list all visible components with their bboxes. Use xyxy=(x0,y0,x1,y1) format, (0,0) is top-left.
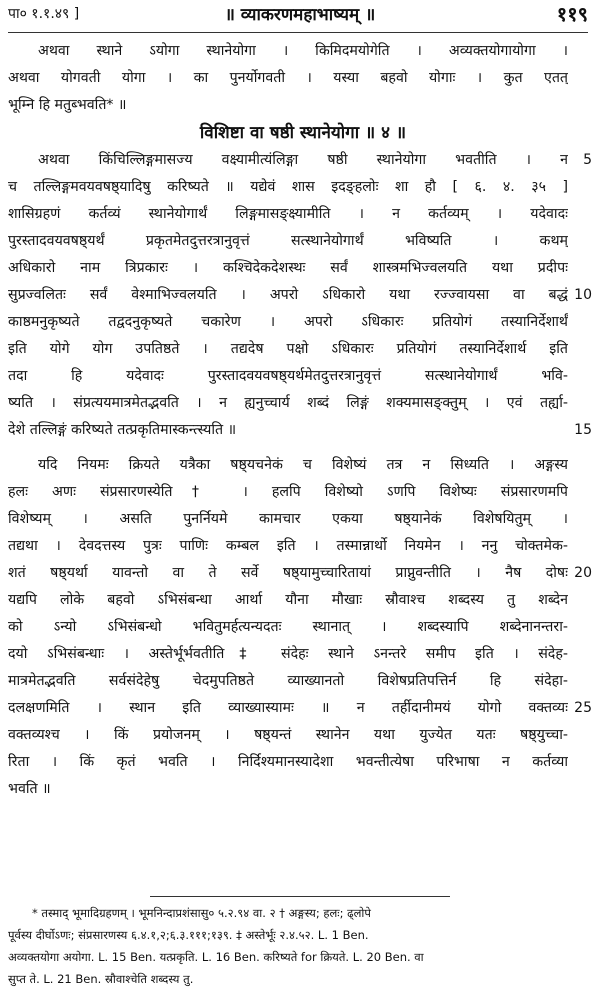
text-line: यदि नियमः क्रियते यत्रैका षष्ठ्यचनेकं च विशेष्यं तत्र न सिध्यति । अङ्गस्य xyxy=(38,457,568,473)
text-line: भूम्नि हि मतुब्भवति* ॥ xyxy=(8,97,127,113)
text-line: रिता । किं कृतं भवति । निर्दिश्यमानस्यादेशा भवन्तीत्येषा परिभाषा न कर्तव्या xyxy=(8,754,568,770)
body-text xyxy=(8,38,568,803)
page-number: ११९ xyxy=(556,2,588,26)
text-line: काष्ठमनुकृष्यते तद्वदनुकृष्यते चकारेण । अपरो ऽधिकारः प्रतियोगं तस्यानिर्देशार्थं xyxy=(8,314,568,330)
text-line: हलः अणः संप्रसारणस्येति† । हलपि विशेष्यो ऽणपि विशेष्यः संप्रसारणमपि xyxy=(8,484,568,500)
line-number: 5 xyxy=(583,152,592,168)
footnotes xyxy=(8,902,588,990)
text-line: शासिग्रहणं कर्तव्यं स्थानेयोगार्थं लिङ्गमासङ्क्ष्यामीति । न कर्तव्यम् । यदेवादः xyxy=(8,206,568,222)
footnote-line: * तस्माद् भूमादिग्रहणम् । भूमनिन्दाप्रशंसासु० ५.२.९४ वा. २ † अङ्गस्य; हलः; ढ्लोपे xyxy=(32,906,371,920)
text-line: यद्यपि लोके बहवो ऽभिसंबन्धा आर्था यौना मौखाः स्रौवाश्च शब्दस्य तु शब्देन xyxy=(8,592,568,608)
text-line: देशे तल्लिङ्गं करिष्यते तत्प्रकृतिमास्कन्त्स्यति ॥ xyxy=(8,422,237,438)
text-line: पुरस्तादवयवषष्ठ्यर्थं प्रकृतमेतदुत्तरत्रानुवृत्तं सत्स्थानेयोगार्थं भविष्यति । कथम् xyxy=(8,233,568,249)
page-header xyxy=(0,0,600,36)
page-title: ॥ व्याकरणमहाभाष्यम् ॥ xyxy=(224,5,376,25)
text-line: अथवा योगवती योगा । का पुनर्योगवती । यस्या बहवो योगाः । कुत एतत् xyxy=(8,70,568,86)
line-number: 25 xyxy=(574,700,592,716)
footnote-line: सुप्त ते. L. 21 Ben. स्रौवाश्चेति शब्दस्य तु. xyxy=(8,972,194,986)
header-rule xyxy=(8,32,588,33)
text-line: च तल्लिङ्गमवयवषष्ठ्यादिषु करिष्यते ॥ यद्येवं शास इदङ्हलोः शा हौ [ ६. ४. ३५ ] xyxy=(8,179,568,195)
text-line: भवति ॥ xyxy=(8,781,51,797)
text-line: को ऽन्यो ऽभिसंबन्धो भवितुमर्हत्यन्यदतः स्थानात् । शब्दस्यापि शब्देनानन्तरा- xyxy=(8,619,568,635)
footnote-line: पूर्वस्य दीर्घोऽणः; संप्रसारणस्य ६.४.१,२;६.३.१११;१३९. ‡ अस्तेर्भूः २.४.५२. L. 1 Ben. xyxy=(8,928,369,942)
line-number: 10 xyxy=(574,287,592,303)
text-line: दयो ऽभिसंबन्धाः । अस्तेर्भूर्भवतीति‡ संदेहः स्थाने ऽनन्तरे समीप इति । संदेह- xyxy=(8,646,568,662)
text-line: अधिकारो नाम त्रिप्रकारः । कश्चिदेकदेशस्थः सर्वं शास्त्रमभिज्वलयति यथा प्रदीपः xyxy=(8,260,568,276)
commentary-paragraph-2 xyxy=(8,452,568,803)
text-line: अथवा स्थाने ऽयोगा स्थानेयोगा । किमिदमयोगेति । अव्यक्तयोगायोगा । xyxy=(38,43,568,59)
line-number: 20 xyxy=(574,565,592,581)
text-line: मात्रमेतद्भवति सर्वसंदेहेषु चेदमुपतिष्ठते व्याख्यानतो विशेषप्रतिपत्तिर्न हि संदेहा- xyxy=(8,673,568,689)
intro-paragraph xyxy=(8,38,568,119)
text-line: तद्यथा । देवदत्तस्य पुत्रः पाणिः कम्बल इति । तस्मान्नार्थो नियमेन । ननु चोक्तमेक- xyxy=(8,538,568,554)
text-line: दलक्षणमिति । स्थान इति व्याख्यास्यामः ॥ न तर्हीदानीमयं योगो वक्तव्यः xyxy=(8,700,568,716)
text-line: वक्तव्यश्च । किं प्रयोजनम् । षष्ठ्यन्तं स्थानेन यथा युज्येत यतः षष्ठ्युच्चा- xyxy=(8,727,568,743)
footnote-rule xyxy=(150,896,450,897)
text-line: शतं षष्ठ्यर्था यावन्तो वा ते सर्वे षष्ठ्यामुच्चारितायां प्राप्नुवन्तीति । नैष दोषः xyxy=(8,565,568,581)
text-line: ष्यति । संप्रत्ययमात्रमेतद्भवति । न ह्यनुच्चार्य शब्दं लिङ्गं शक्यमासङ्क्तुम् । एवं तर्ह्या- xyxy=(8,395,568,411)
text-line: सुप्रज्वलितः सर्वं वेश्माभिज्वलयति । अपरो ऽधिकारो यथा रज्ज्वायसा वा बद्धं xyxy=(8,287,568,303)
paragraph-gap xyxy=(8,444,568,452)
line-number: 15 xyxy=(574,422,592,438)
text-line: तदा हि यदेवादः पुरस्तादवयवषष्ठ्यर्थमेतदुत्तरत्रानुवृत्तं सत्स्थानेयोगार्थं भवि- xyxy=(8,368,568,384)
text-line: अथवा किंचिल्लिङ्गमासज्य वक्ष्यामीत्यंलिङ्गा षष्ठी स्थानेयोगा भवतीति । न xyxy=(38,152,568,168)
section-reference: पा० १.१.४९ ] xyxy=(8,6,80,22)
commentary-paragraph-1 xyxy=(8,147,568,444)
text-line: विशेष्यम् । असति पुनर्नियमे कामचार एकया षष्ठ्यानेकं विशेषयितुम् । xyxy=(8,511,568,527)
text-line: इति योगे योग उपतिष्ठते । तद्यदेष पक्षो ऽधिकारः प्रतियोगं तस्यानिर्देशार्थ इति xyxy=(8,341,568,357)
footnote-line: अव्यक्तयोगा अयोगा. L. 15 Ben. यत्प्रकृति. L. 16 Ben. करिष्यते for क्रियते. L. 20 Ben. वा xyxy=(8,950,424,964)
sutra-heading: विशिष्टा वा षष्ठी स्थानेयोगा ॥ ४ ॥ xyxy=(199,123,407,143)
